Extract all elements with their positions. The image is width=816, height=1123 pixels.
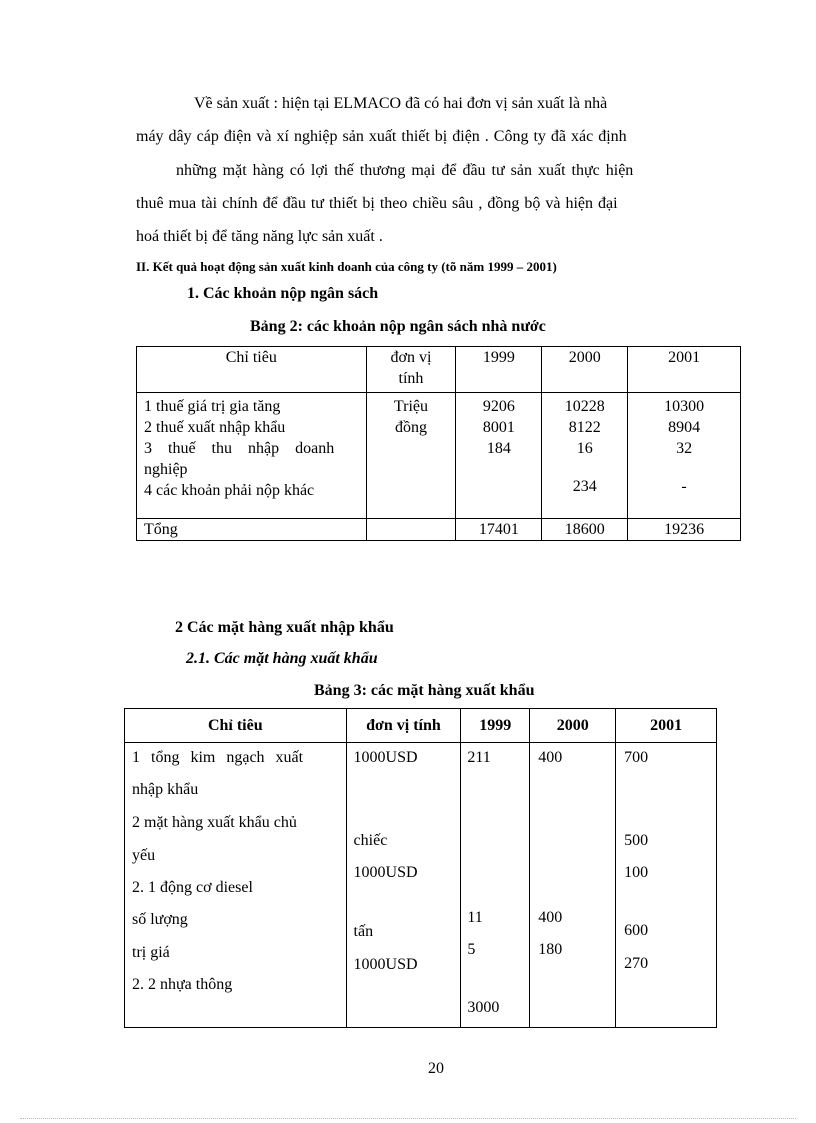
export-table — [124, 708, 717, 1028]
section-2-title: II. Kết quả hoạt động sản xuất kinh doanh của công ty (tõ năm 1999 – 2001) — [136, 259, 557, 274]
export-item-resin: 2. 2 nhựa thông — [132, 976, 233, 993]
values-1999 — [456, 393, 542, 519]
export-item-main-goods: 2 mặt hàng xuất khẩu chủ — [132, 814, 297, 831]
header-unit-line2: tính — [398, 370, 424, 387]
export-2000-v2: 400 — [538, 909, 563, 926]
export-item-main-goods-cont: yếu — [132, 847, 156, 864]
unit-cell — [366, 393, 456, 519]
export-item-diesel: 2. 1 động cơ diesel — [132, 879, 253, 896]
export-item-total-turnover: 1 tổng kim ngạch xuất — [132, 749, 304, 766]
table-header-row — [137, 347, 741, 393]
value-2001-ie: 8904 — [668, 419, 701, 436]
value-2001-vat: 10300 — [664, 398, 705, 415]
subsection-2-1-title: 2.1. Các mặt hàng xuất khẩu — [186, 650, 378, 667]
item-vat: 1 thuế giá trị gia tăng — [144, 398, 281, 415]
intro-text: Về sản xuất : hiện tại ELMACO đã có hai đơn vị sản xuất là nhà — [194, 95, 608, 112]
export-2001-v1: 700 — [624, 749, 649, 766]
items-cell — [137, 393, 367, 519]
total-label: Tổng — [137, 519, 367, 541]
export-unit-5: 1000USD — [353, 956, 418, 973]
table-3-caption: Bảng 3: các mặt hàng xuất khẩu — [314, 682, 535, 699]
export-unit-3: 1000USD — [353, 864, 418, 881]
export-1999-v1: 211 — [467, 749, 491, 766]
export-2001-v4: 600 — [624, 922, 649, 939]
values-2001 — [628, 393, 741, 519]
value-2000-other: 234 — [572, 478, 597, 495]
export-2001-cell — [616, 743, 717, 1028]
page-bottom-divider — [20, 1118, 796, 1119]
value-1999-income: 184 — [486, 440, 511, 457]
header-1999: 1999 — [456, 347, 542, 393]
value-2000-ie: 8122 — [568, 419, 601, 436]
unit-line1: Triệu — [393, 398, 429, 415]
export-2000-v1: 400 — [538, 749, 563, 766]
value-2001-income: 32 — [676, 440, 693, 457]
total-2000: 18600 — [542, 519, 628, 541]
value-1999-ie: 8001 — [482, 419, 515, 436]
export-header-row — [125, 709, 717, 743]
export-1999-v2: 11 — [467, 909, 483, 926]
export-header-2000: 2000 — [530, 709, 616, 743]
export-header-unit: đơn vị tính — [346, 709, 461, 743]
item-import-export-tax: 2 thuế xuất nhập khẩu — [144, 419, 286, 436]
intro-line-2: máy dây cáp điện và xí nghiệp sản xuất thiết bị điện . Công ty đã xác định — [136, 128, 627, 145]
export-item-value: trị giá — [132, 944, 170, 961]
values-2000 — [542, 393, 628, 519]
total-2001: 19236 — [628, 519, 741, 541]
subsection-2-title: 2 Các mặt hàng xuất nhập khẩu — [175, 619, 394, 636]
export-2001-v2: 500 — [624, 832, 649, 849]
export-2001-v5: 270 — [624, 955, 649, 972]
export-header-1999: 1999 — [461, 709, 530, 743]
header-unit-line1: đơn vị — [390, 349, 432, 366]
item-other: 4 các khoản phải nộp khác — [144, 482, 315, 499]
export-header-2001: 2001 — [616, 709, 717, 743]
value-2001-other: - — [681, 478, 687, 495]
export-unit-4: tấn — [353, 923, 374, 940]
item-income-tax: 3 thuế thu nhập doanh — [144, 440, 335, 457]
export-1999-v3: 5 — [467, 941, 476, 958]
export-1999-v4: 3000 — [467, 999, 500, 1016]
intro-line-1 — [194, 95, 716, 113]
table-2-caption: Bảng 2: các khoản nộp ngân sách nhà nước — [250, 318, 546, 335]
export-unit-2: chiếc — [353, 832, 388, 849]
header-item: Chỉ tiêu — [137, 347, 367, 393]
intro-line-4: thuê mua tài chính để đầu tư thiết bị theo chiều sâu , đồng bộ và hiện đại — [136, 195, 618, 212]
value-2000-vat: 10228 — [564, 398, 605, 415]
export-body-row — [125, 743, 717, 1028]
intro-line-5: hoá thiết bị để tăng năng lực sản xuất . — [136, 228, 383, 245]
header-2000: 2000 — [542, 347, 628, 393]
header-unit — [366, 347, 456, 393]
table-body-row — [137, 393, 741, 519]
export-2000-cell — [530, 743, 616, 1028]
item-income-tax-cont: nghiệp — [144, 461, 188, 478]
export-1999-cell — [461, 743, 530, 1028]
page-number: 20 — [428, 1060, 444, 1077]
total-1999: 17401 — [456, 519, 542, 541]
export-units-cell — [346, 743, 461, 1028]
value-1999-vat: 9206 — [482, 398, 515, 415]
header-2001: 2001 — [628, 347, 741, 393]
export-2001-v3: 100 — [624, 864, 649, 881]
unit-line2: đồng — [394, 419, 427, 436]
total-unit — [366, 519, 456, 541]
intro-line-1-text — [194, 95, 716, 113]
export-header-item: Chỉ tiêu — [125, 709, 347, 743]
budget-table — [136, 346, 741, 541]
intro-line-3: những mặt hàng có lợi thế thương mại để đầu tư sản xuất thực hiện — [176, 162, 634, 179]
value-2000-income: 16 — [576, 440, 593, 457]
export-item-total-turnover-cont: nhập khẩu — [132, 781, 199, 798]
export-item-quantity: số lượng — [132, 911, 188, 928]
export-unit-1: 1000USD — [353, 749, 418, 766]
export-items-cell — [125, 743, 347, 1028]
export-2000-v3: 180 — [538, 941, 563, 958]
subsection-1-title: 1. Các khoản nộp ngân sách — [187, 285, 379, 302]
total-row — [137, 519, 741, 541]
